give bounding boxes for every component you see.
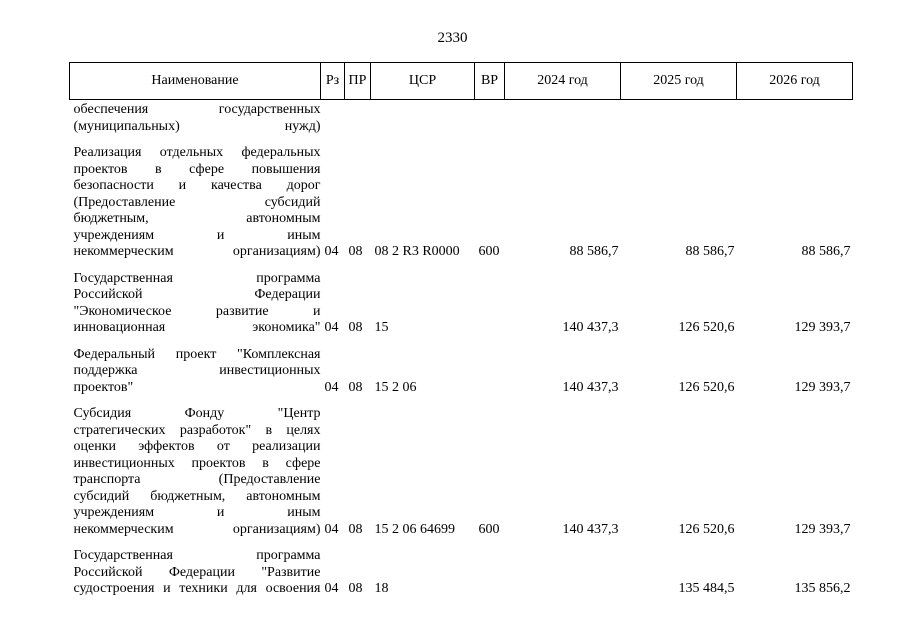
cell-2026: 88 586,7 — [801, 244, 851, 259]
cell-2025 — [621, 100, 737, 136]
row-spacer — [70, 261, 853, 271]
cell-2026: 129 393,7 — [794, 320, 851, 335]
header-2025: 2025 год — [621, 63, 737, 100]
cell-pr: 08 — [348, 379, 363, 395]
header-rz: Рз — [321, 63, 345, 100]
cell-rz — [321, 100, 345, 136]
cell-2024: 140 437,3 — [562, 379, 619, 395]
cell-rz: 04 — [324, 244, 339, 259]
cell-vr — [475, 100, 505, 136]
name-line: Субсидия Фонду "Центр — [73, 406, 321, 421]
cell-2026: 129 393,7 — [794, 379, 851, 395]
name-line: некоммерческим организациям) — [73, 521, 321, 537]
cell-pr: 08 — [348, 244, 363, 259]
table-row — [70, 271, 853, 337]
cell-2026: 135 856,2 — [794, 581, 851, 596]
cell-2024 — [505, 548, 621, 598]
name-line: Реализация отдельных федеральных — [73, 145, 321, 160]
cell-vr: 600 — [478, 244, 500, 259]
cell-vr: 600 — [478, 521, 500, 537]
cell-csr — [371, 100, 475, 136]
header-csr: ЦСР — [371, 63, 475, 100]
cell-2024: 140 437,3 — [562, 521, 619, 537]
table-row — [70, 406, 853, 538]
cell-2025: 126 520,6 — [678, 379, 735, 395]
cell-rz: 04 — [324, 320, 339, 335]
cell-csr: 15 2 06 — [374, 379, 417, 395]
name-line: обеспечения государственных — [73, 102, 321, 117]
cell-rz: 04 — [324, 581, 339, 596]
name-line: безопасности и качества дорог — [73, 178, 321, 193]
name-line: инновационная экономика" — [73, 320, 321, 335]
cell-2024 — [505, 100, 621, 136]
cell-2025: 88 586,7 — [685, 244, 735, 259]
cell-pr: 08 — [348, 320, 363, 335]
cell-name — [70, 145, 321, 261]
cell-2025: 126 520,6 — [678, 320, 735, 335]
name-line: Государственная программа — [73, 270, 321, 286]
name-line: инвестиционных проектов в сфере — [73, 455, 321, 471]
cell-name — [70, 347, 321, 397]
cell-name — [70, 271, 321, 337]
table-row — [70, 145, 853, 261]
name-line: Государственная программа — [73, 548, 321, 563]
cell-pr — [345, 100, 371, 136]
name-line: оценки эффектов от реализации — [73, 439, 321, 454]
header-vr: ВР — [475, 63, 505, 100]
cell-2024: 140 437,3 — [562, 320, 619, 335]
name-line: учреждениям и иным — [73, 505, 321, 520]
name-line: Российской Федерации "Развитие — [73, 564, 321, 580]
cell-2025: 135 484,5 — [678, 581, 735, 596]
name-line: Российской Федерации — [73, 287, 321, 302]
name-line: транспорта (Предоставление — [73, 472, 321, 487]
header-pr: ПР — [345, 63, 371, 100]
table-header-row — [70, 63, 853, 100]
header-name: Наименование — [70, 63, 321, 100]
name-line: проектов" — [73, 379, 134, 395]
cell-2025: 126 520,6 — [678, 521, 735, 537]
row-spacer — [70, 396, 853, 406]
name-line: проектов в сфере повышения — [73, 161, 321, 177]
cell-2024: 88 586,7 — [569, 244, 619, 259]
budget-table — [69, 62, 853, 598]
table-row — [70, 548, 853, 598]
cell-csr: 18 — [374, 581, 389, 596]
cell-name — [70, 100, 321, 136]
cell-2026 — [737, 100, 853, 136]
table-row — [70, 100, 853, 136]
name-line: учреждениям и иным — [73, 227, 321, 243]
row-spacer — [70, 135, 853, 145]
name-line: Федеральный проект "Комплексная — [73, 346, 321, 362]
name-line: стратегических разработок" в целях — [73, 422, 321, 438]
name-line: некоммерческим организациям) — [73, 244, 321, 259]
cell-csr: 08 2 R3 R0000 — [374, 244, 460, 259]
page-number: 2330 — [437, 30, 468, 46]
cell-vr — [475, 271, 505, 337]
cell-pr: 08 — [348, 521, 363, 537]
cell-vr — [475, 548, 505, 598]
cell-name — [70, 406, 321, 538]
header-2026: 2026 год — [737, 63, 853, 100]
cell-2026: 129 393,7 — [794, 521, 851, 537]
name-line: (муниципальных) нужд) — [73, 118, 321, 134]
cell-csr: 15 — [374, 320, 389, 335]
cell-vr — [475, 347, 505, 397]
cell-pr: 08 — [348, 581, 363, 596]
name-line: судостроения и техники для освоения — [73, 581, 321, 596]
row-spacer — [70, 337, 853, 347]
name-line: поддержка инвестиционных — [73, 363, 321, 378]
table-row — [70, 347, 853, 397]
cell-rz: 04 — [324, 379, 339, 395]
cell-name — [70, 548, 321, 598]
name-line: субсидий бюджетным, автономным — [73, 488, 321, 504]
cell-csr: 15 2 06 64699 — [374, 521, 455, 537]
header-2024: 2024 год — [505, 63, 621, 100]
name-line: (Предоставление субсидий — [73, 194, 321, 210]
table-body — [70, 100, 853, 598]
name-line: бюджетным, автономным — [73, 211, 321, 226]
cell-rz: 04 — [324, 521, 339, 537]
name-line: "Экономическое развитие и — [73, 303, 321, 319]
row-spacer — [70, 538, 853, 548]
